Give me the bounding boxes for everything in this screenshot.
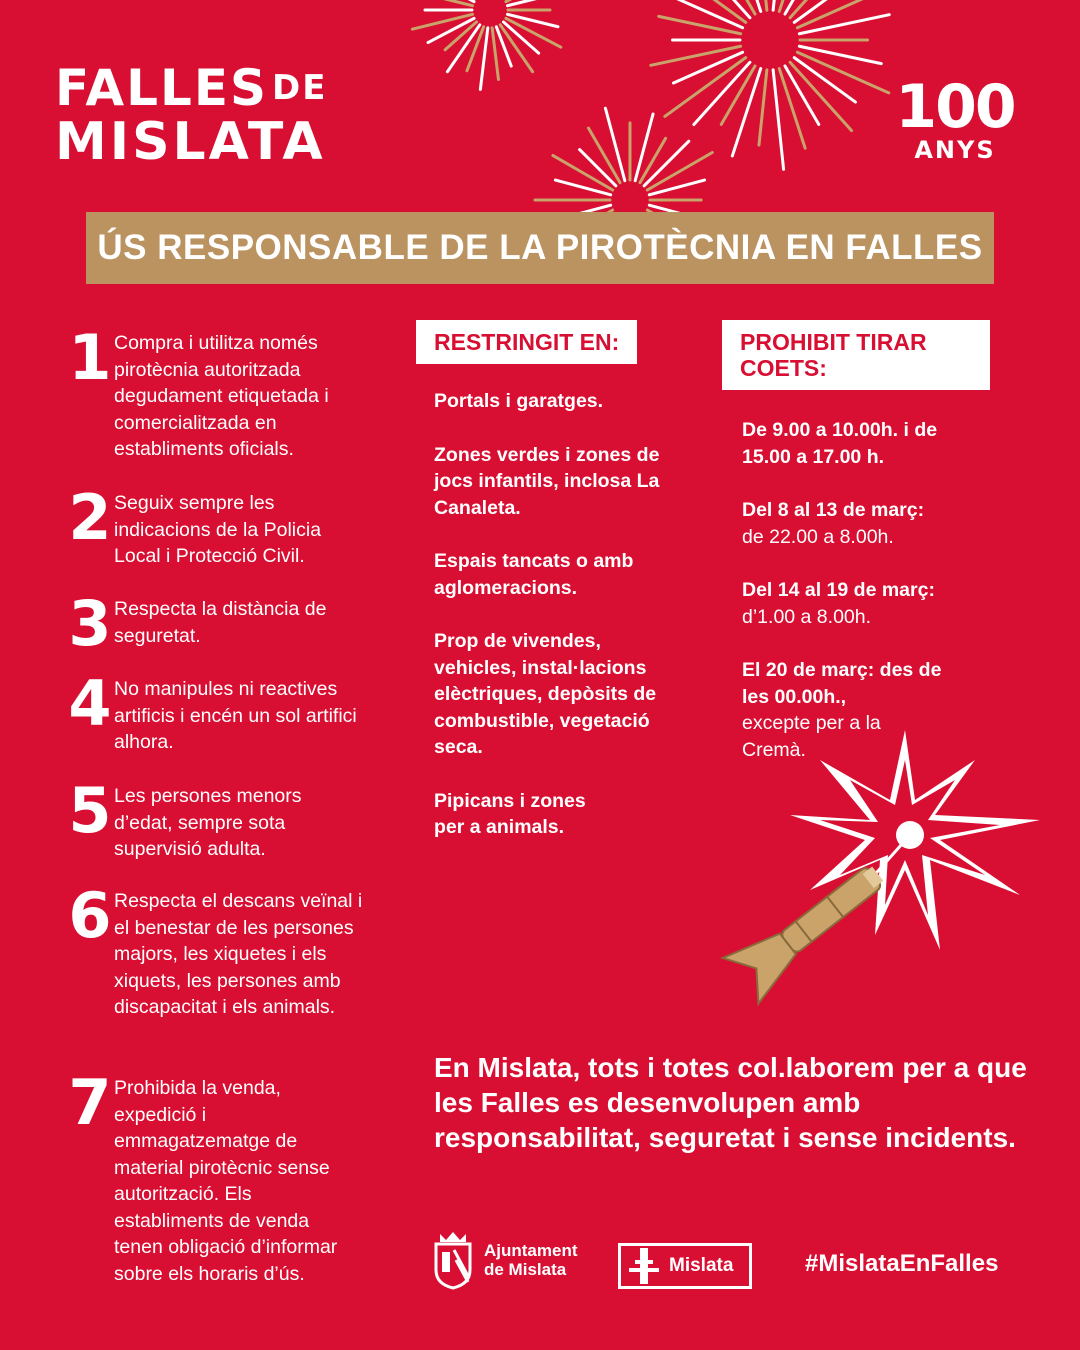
firework-ray (507, 14, 557, 26)
tower-icon (625, 1246, 663, 1286)
ajuntament-line2: de Mislata (484, 1260, 567, 1279)
firework-ray (555, 180, 610, 195)
list-item: Pipicans i zones per a animals. (434, 789, 586, 838)
logo-line1-suffix: DE (272, 68, 328, 108)
ajuntament-line1: Ajuntament (484, 1241, 578, 1260)
mislata-brand-logo (618, 1243, 752, 1289)
firework-ray (659, 16, 741, 33)
rule-item (66, 774, 386, 863)
firework-ray (492, 28, 498, 80)
schedule-bold: Del 14 al 19 de març: (742, 579, 935, 601)
rule-text: Les persones menors d’edat, sempre sota supervisió adulta. (114, 785, 302, 860)
rule-text: Prohibida la venda, expedició i emmagatzematge de material pirotècnic sense autorització. Els establiments de venda tenen obligació d’informar sobre els horaris d’ús. (114, 1077, 338, 1285)
rule-text: No manipules ni reactives artificis i encén un sol artifici alhora. (114, 678, 357, 753)
firework-ray (649, 180, 704, 195)
firework-ray (605, 108, 624, 180)
logo-line2: MISLATA (55, 112, 326, 172)
list-item: Espais tancats o amb aglomeracions. (434, 550, 634, 599)
page-title: ÚS RESPONSABLE DE LA PIROTÈCNIA EN FALLES (97, 228, 983, 267)
rule-item (66, 587, 386, 660)
firework-ray (651, 46, 741, 65)
hashtag: #MislataEnFalles (805, 1250, 999, 1277)
firework-ray (417, 0, 472, 6)
firework-ray (507, 0, 548, 6)
rule-text: Seguix sempre les indicacions de la Policia Local i Protecció Civil. (114, 492, 322, 567)
schedule-block (742, 497, 982, 550)
anniversary-label: ANYS (914, 136, 996, 164)
rule-text: Respecta el descans veïnal i el benestar de les persones majors, les xiquetes i els xiquets, les persones amb discapacitat i els animals. (114, 890, 363, 1018)
firework-ray (759, 70, 767, 145)
restricted-label: RESTRINGIT EN: (416, 320, 637, 364)
rule-item (66, 481, 386, 570)
restricted-list (434, 388, 714, 868)
schedule-block (742, 577, 982, 630)
schedule-normal: excepte per a la Cremà. (742, 712, 881, 761)
coat-of-arms-icon (432, 1230, 474, 1290)
brand-text: Mislata (669, 1255, 734, 1276)
rule-number: 3 (68, 587, 112, 660)
list-item: Portals i garatges. (434, 390, 604, 412)
firework-ray (773, 70, 783, 169)
ajuntament-logo (432, 1230, 578, 1290)
anniversary-badge (880, 72, 1030, 164)
rule-item (66, 667, 386, 756)
firework-ray (799, 15, 889, 34)
rocket-illustration (700, 720, 1050, 1010)
rule-number: 5 (68, 774, 112, 847)
rule-number: 7 (68, 1066, 112, 1139)
schedule-bold: Del 8 al 13 de març: (742, 499, 925, 521)
schedule-normal: d’1.00 a 8.00h. (742, 605, 872, 628)
rule-item (66, 1066, 386, 1287)
firework-ray (412, 14, 472, 29)
anniversary-number: 100 (895, 72, 1015, 142)
falles-de-mislata-logo (55, 59, 328, 172)
list-item: Prop de vivendes, vehicles, instal·lacions elèctriques, depòsits de combustible, vegetació seca. (434, 630, 657, 758)
rule-number: 4 (68, 667, 112, 740)
schedule-bold: De 9.00 a 10.00h. i de 15.00 a 17.00 h. (742, 419, 938, 468)
firework-ray (665, 58, 746, 117)
fireworks-decoration (380, 0, 920, 220)
logo-line1: FALLES (55, 59, 269, 117)
rule-item (66, 321, 386, 463)
rule-item (66, 879, 386, 1021)
firework-ray (496, 27, 511, 66)
rule-number: 1 (68, 321, 112, 394)
firework-ray (799, 46, 881, 63)
prohibited-label: PROHIBIT TIRAR COETS: (722, 320, 990, 390)
rule-text: Respecta la distància de seguretat. (114, 598, 327, 647)
schedule-bold: El 20 de març: des de les 00.00h., (742, 659, 942, 708)
closing-statement: En Mislata, tots i totes col.laborem per a que les Falles es desenvolupen amb responsabilitat, seguretat i sense incidents. (434, 1052, 1027, 1153)
schedule-block (742, 417, 982, 470)
firework-ray (480, 28, 487, 90)
rule-text: Compra i utilitza només pirotècnia autoritzada degudament etiquetada i comercialitzada en establiments oficials. (114, 332, 329, 460)
rule-number: 6 (68, 879, 112, 952)
list-item: Zones verdes i zones de jocs infantils, inclosa La Canaleta. (434, 443, 660, 519)
rule-number: 2 (68, 481, 112, 554)
title-band (86, 212, 994, 284)
firework-ray (635, 114, 653, 181)
schedule-normal: de 22.00 a 8.00h. (742, 525, 894, 548)
